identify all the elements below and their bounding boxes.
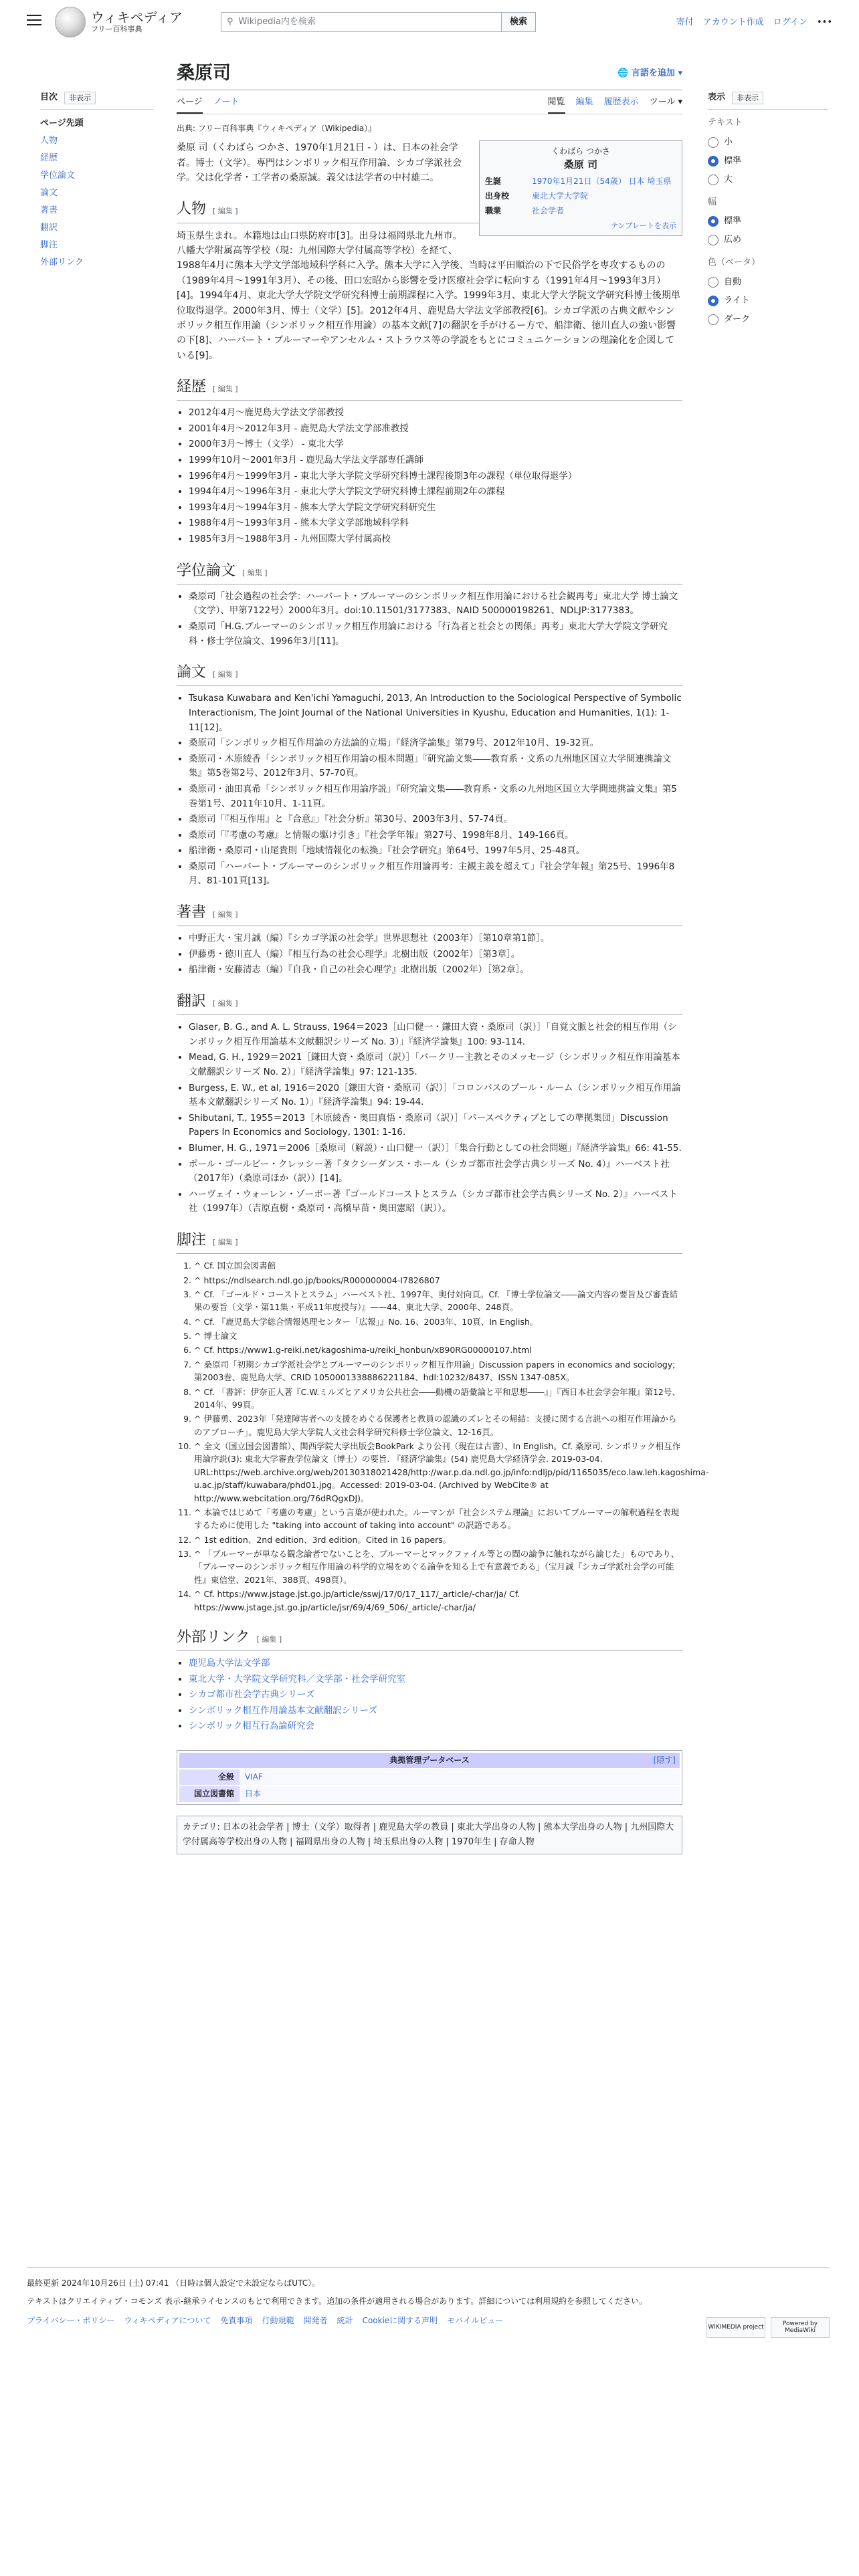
section-thesis-heading: 学位論文 [ 編集 ]	[177, 559, 682, 584]
list-item: • 1988年4月～1993年3月 - 熊本大学文学部地域科学科	[189, 516, 682, 531]
list-item: • 桑原司「シンボリック相互作用論の方法論的立場」『経済学論集』第79号、2012年10月、19-32頁。	[189, 736, 682, 751]
section-external-heading: 外部リンク [ 編集 ]	[177, 1626, 682, 1651]
mediawiki-badge[interactable]: Powered by MediaWiki	[771, 2317, 830, 2338]
tab-talk[interactable]: ノート	[213, 97, 240, 107]
tab-read[interactable]: 閲覧	[548, 96, 565, 114]
list-item: • Blumer, H. G., 1971＝2006［桑原司（解説）・山口健一（訳）］「集合行動としての社会問題」『経済学論集』66: 41-55.	[189, 1142, 682, 1156]
list-item: • 桑原司・油田真希「シンボリック相互作用論序説」『研究論文集――教育系・文系の九州地区国立大学間連携論文集』第5巻第1号、2011年10月、1-11頁。	[189, 782, 682, 811]
list-item: • 桑原司「社会過程の社会学：ハーバート・ブルーマーのシンボリック相互作用論における社会観再考」東北大学 博士論文（文学）、甲第7122号）2000年3月。doi:10.11501/3177383、NAID 500000198261、NDLJP:3177383。	[189, 590, 682, 619]
search-button[interactable]: 検索	[502, 12, 536, 32]
list-item: • 桑原司「『考慮の考慮』と情報の駆け引き」『社会学年報』第27号、1998年8月、149-166頁。	[189, 829, 682, 843]
list-item: • 桑原司「『相互作用』と『合意』」『社会分析』第30号、2003年3月、57-74頁。	[189, 813, 682, 827]
footer-link[interactable]: 行動規範	[262, 2316, 294, 2326]
list-item: • 船津衛・桑原司・山尾貴則「地域情報化の転換」『社会学研究』第64号、1997年5月、25-48頁。	[189, 844, 682, 859]
width-label: 幅	[708, 197, 717, 207]
width-standard[interactable]: 標準	[708, 212, 828, 231]
appearance-panel	[708, 91, 828, 329]
create-account-link[interactable]: アカウント作成	[702, 17, 764, 27]
toc-item-thesis[interactable]: 学位論文	[40, 170, 76, 181]
toc-item-translations[interactable]: 翻訳	[40, 222, 58, 233]
radio-icon	[708, 277, 719, 288]
tab-tools[interactable]: ツール ▾	[649, 97, 682, 107]
list-item: • 桑原司・木原綾香「シンボリック相互作用論の根本問題」『研究論文集――教育系・文系の九州地区国立大学間連携論文集』第5巻第2号、2012年3月、57-70頁。	[189, 752, 682, 781]
footer-link[interactable]: 免責事項	[220, 2316, 253, 2326]
text-size-standard[interactable]: 標準	[708, 152, 828, 171]
footer-link[interactable]: プライバシー・ポリシー	[27, 2316, 115, 2326]
list-item: • 桑原司「ハーバート・ブルーマーのシンボリック相互作用論再考：主観主義を超えて」『社会学年報』第25号、1996年8月、81-101頁[13]。	[189, 860, 682, 889]
text-size-large[interactable]: 大	[708, 171, 828, 189]
footnote: 1. ^ Cf. 国立国会図書館	[194, 1259, 682, 1272]
list-item: • 1996年4月～1999年3月 - 東北大学大学院文学研究科博士課程後期3年の課程（単位取得退学）	[189, 469, 682, 484]
search-icon: ⚲	[227, 16, 233, 27]
donate-link[interactable]: 寄付	[676, 17, 694, 27]
footer-link[interactable]: 開発者	[303, 2316, 328, 2326]
footer-link[interactable]: モバイルビュー	[447, 2316, 504, 2326]
authority-link[interactable]: 日本	[240, 1786, 680, 1802]
toc-title: 目次	[40, 92, 58, 102]
edit-section-link[interactable]: [ 編集 ]	[213, 910, 238, 920]
section-career-heading: 経歴 [ 編集 ]	[177, 375, 682, 401]
category-links[interactable]: カテゴリ: 日本の社会学者 | 博士（文学）取得者 | 鹿児島大学の教員 | 東北大学出身の人物 | 熊本大学出身の人物 | 九州国際大学付属高等学校出身の人物 | 福岡県出身の人物 | 埼玉県出身の人物 | 1970年生 | 存命人物	[177, 1816, 682, 1854]
radio-selected-icon	[708, 216, 719, 227]
footnote: 11. ^ 本論ではじめて「考慮の考慮」という言葉が使われた。ルーマンが『社会システム理論』においてブルーマーの解釈過程を表現するために使用した "taking into account of taking into account" の訳語である。	[194, 1506, 682, 1532]
lead-paragraph: 桑原 司（くわばら つかさ、1970年1月21日 - ）は、日本の社会学者。博士（文学）。専門はシンボリック相互作用論、シカゴ学派社会学。父は化学者・工学者の桑原誠。義父は法学者の中村雄二。	[177, 142, 462, 183]
list-item: • 2001年4月～2012年3月 - 鹿児島大学法文学部准教授	[189, 422, 682, 437]
list-item: • Mead, G. H., 1929＝2021［鎌田大資・桑原司（訳）］「バークリー主教とそのメッセージ（シンボリック相互作用論基本文献翻訳シリーズ No. 2）」『経済学論集』97: 121-135.	[189, 1051, 682, 1079]
infobox-row: 職業 社会学者	[485, 205, 565, 215]
footnote: 3. ^ Cf. 「ゴールド・コーストとスラム」ハーベスト社、1997年、奥付対向頁。Cf. 『博士学位論文――論文内容の要旨及び審査結果の要旨（文学・第11集・平成11年度授与）』——44、東北大学、2000年、248頁。	[194, 1288, 682, 1314]
search-form	[221, 12, 536, 32]
translations-list	[189, 1021, 682, 1216]
external-link[interactable]: • シンボリック相互行為論研究会	[189, 1719, 682, 1734]
globe-icon	[55, 7, 86, 37]
page-title-bar	[177, 60, 682, 90]
edit-section-link[interactable]: [ 編集 ]	[213, 207, 238, 216]
list-item: • Shibutani, T., 1955＝2013［木原綾香・奥田真悟・桑原司（訳）］「パースペクティブとしての準拠集団」Discussion Papers In Economics and Sociology, 1301: 1-16.	[189, 1111, 682, 1140]
list-item: • 中野正大・宝月誠（編）『シカゴ学派の社会学』世界思想社（2003年）［第10章第1節］。	[189, 932, 682, 946]
list-item: • 船津衛・安藤清志（編）『自我・自己の社会心理学』北樹出版（2002年）［第2章］。	[189, 963, 682, 978]
table-of-contents	[40, 91, 154, 272]
list-item: • 1994年4月～1996年3月 - 東北大学大学院文学研究科博士課程前期2年の課程	[189, 485, 682, 500]
list-item: • 1999年10月～2001年3月 - 鹿児島大学法文学部専任講師	[189, 453, 682, 468]
edit-section-link[interactable]: [ 編集 ]	[256, 1634, 282, 1644]
footnote: 4. ^ Cf. 『鹿児島大学総合情報処理センター「広報」』No. 16、2003年、10頁、In English。	[194, 1315, 682, 1328]
radio-icon	[708, 314, 719, 325]
main-menu-icon[interactable]	[27, 15, 41, 27]
edit-section-link[interactable]: [ 編集 ]	[242, 568, 268, 577]
footnote: 8. ^ Cf. 「書評：伊奈正人著『C.W.ミルズとアメリカ公共社会――動機の語彙論と平和思想――』」『西日本社会学会年報』第12号、2014年、99頁。	[194, 1386, 682, 1412]
tab-history[interactable]: 履歴表示	[603, 97, 639, 107]
source-note: 出典: フリー百科事典『ウィキペディア（Wikipedia）』	[177, 124, 377, 133]
edit-section-link[interactable]: [ 編集 ]	[213, 670, 238, 679]
template-link[interactable]: テンプレートを表示	[610, 221, 676, 230]
notes-list	[194, 1259, 709, 1614]
article-content	[177, 60, 709, 1854]
list-item: • 1985年3月～1988年3月 - 九州国際大学付属高校	[189, 532, 682, 547]
external-link[interactable]: • シカゴ都市社会学古典シリーズ	[189, 1688, 682, 1703]
list-item: • 伊藤勇・徳川直人（編）『相互行為の社会心理学』北樹出版（2002年）［第3章］。	[189, 948, 682, 962]
infobox	[479, 140, 682, 236]
list-item: • 桑原司「H.G.ブルーマーのシンボリック相互作用論における「行為者と社会との関係」再考」東北大学大学院文学研究科・修士学位論文、1996年3月[11]。	[189, 620, 682, 649]
toc-item-person[interactable]: 人物	[40, 135, 58, 146]
toc-item-career[interactable]: 経歴	[40, 152, 58, 163]
infobox-row: 出身校 東北大学大学院	[485, 191, 589, 201]
authority-link[interactable]: VIAF	[240, 1769, 680, 1785]
footnote: 14. ^ Cf. https://www.jstage.jst.go.jp/article/sswj/17/0/17_117/_article/-char/ja/ Cf. https://www.jstage.jst.go.jp/article/jsr/69/4/69_506/_article/-char/ja/	[194, 1588, 682, 1614]
external-link[interactable]: • 鹿児島大学法文学部	[189, 1656, 682, 1671]
wikipedia-logo[interactable]	[55, 7, 183, 37]
color-auto[interactable]: 自動	[708, 273, 828, 292]
radio-icon	[708, 175, 719, 185]
authority-hide-button[interactable]: [隠す]	[653, 1755, 676, 1765]
toc-hide-button[interactable]: 非表示	[64, 92, 96, 105]
text-size-label: テキスト	[708, 117, 743, 128]
edit-section-link[interactable]: [ 編集 ]	[213, 385, 238, 394]
section-papers-heading: 論文 [ 編集 ]	[177, 661, 682, 686]
last-modified: 最終更新 2024年10月26日 (土) 07:41 （日時は個人設定で未設定ならばUTC）。	[27, 2278, 320, 2288]
login-link[interactable]: ログイン	[773, 17, 807, 27]
section-books-heading: 著書 [ 編集 ]	[177, 901, 682, 926]
list-item: • 1993年4月～1994年3月 - 熊本大学大学院文学研究科研究生	[189, 501, 682, 516]
footnote: 6. ^ Cf. https://www1.g-reiki.net/kagoshima-u/reiki_honbun/x890RG00000107.html	[194, 1344, 682, 1356]
color-label: 色（ベータ）	[708, 257, 761, 268]
tab-page[interactable]: ページ	[177, 96, 203, 114]
license-text: テキストはクリエイティブ・コモンズ 表示-継承ライセンスのもとで利用できます。追加の条件が適用される場合があります。詳細については利用規約を参照してください。	[27, 2296, 648, 2306]
footnote: 9. ^ 伊藤勇、2023年「発達障害者への支援をめぐる保護者と教員の認識のズレとその帰結：支援に関する言説への相互作用論からのアプローチ」。鹿児島大学大学院人文社会科学研究科修士学位論文、12-16頁。	[194, 1412, 682, 1438]
tab-edit[interactable]: 編集	[575, 97, 593, 107]
toc-item-external[interactable]: 外部リンク	[40, 257, 84, 267]
footnote: 7. ^ 桑原司「初期シカゴ学派社会学とブルーマーのシンボリック相互作用論」Discussion papers in economics and sociology; 第2003巻、鹿児島大学、CRID 1050001338886221184、hdl:10232/8437、ISSN 1347-085X。	[194, 1358, 682, 1384]
footnote: 10. ^ 全文（国立国会図書館）、関西学院大学出版会BookPark より公刊（現在は古書）、In English。Cf. 桑原司. シンボリック相互作用論序説(3): 東北大学審査学位論文（博士）の要旨. 『経済学論集』(54) 鹿児島大学経済学会. 2019-03-04. URL:https://web.archive.org/web/20130318021428/http://war.p.da.ndl.go.jp/info:ndljp/pid/1165035/eco.law.leh.kagoshima-u.ac.jp/staff/kuwabara/phd01.jpg。Accessed: 2019-03-04. (Archived by WebCite® at http://www.webcitation.org/76dRQgxDJ)。	[194, 1440, 682, 1505]
infobox-name: 桑原 司	[563, 158, 598, 171]
edit-section-link[interactable]: [ 編集 ]	[213, 999, 238, 1008]
external-links-list	[189, 1656, 682, 1734]
person-paragraph: 埼玉県生まれ。本籍地は山口県防府市[3]。出身は福岡県北九州市。八幡大学附属高等学校（現：九州国際大学付属高等学校）を経て、1988年4月に熊本大学文学部地域科学科に入学。熊本大学に入学後、当時は平田順治の下で民俗学を専攻するものの（1989年4月～1991年3月）、その後、田口宏昭から影響を受け医療社会学に転向する（1991年4月～1993年3月）[4]。1994年4月、東北大学大学院文学研究科博士前期課程に入学。1999年3月、東北大学大学院文学研究科博士後期単位取得退学。2000年3月、博士（文学）[5]。2012年4月、鹿児島大学法文学部教授[6]。シカゴ学派の古典文献やシンボリック相互作用論（シンボリック相互作用論）の基本文献[7]の翻訳を手がけるー方で、船津衛、徳川直人の強い影響の下[8]、ハーバート・ブルーマーやアンセルム・ストラウス等の学説をもとにコミュニケーションの理論化を企図している[9]。	[177, 230, 680, 361]
page-tabs	[177, 96, 682, 114]
section-translations-heading: 翻訳 [ 編集 ]	[177, 990, 682, 1015]
authority-control-box: 典拠管理データベース [隠す] 全般 VIAF 国立図書館 日本	[177, 1750, 682, 1805]
list-item: • ハーヴェイ・ウォーレン・ゾーボー著『ゴールドコーストとスラム（シカゴ都市社会学古典シリーズ No. 2）』ハーベスト社（1997年）（吉原直樹・桑原司・高橋早苗・奥田憲昭（訳））。	[189, 1188, 682, 1216]
list-item: • ポール・ゴールビー・クレッシー著『タクシーダンス・ホール（シカゴ都市社会学古典シリーズ No. 4）』ハーベスト社（2017年）（桑原司ほか（訳））[14]。	[189, 1158, 682, 1186]
appearance-hide-button[interactable]: 非表示	[732, 92, 763, 105]
text-size-small[interactable]: 小	[708, 133, 828, 152]
add-language-button[interactable]: 🌐 言語を追加 ▾	[617, 68, 682, 78]
list-item: • 2012年4月～鹿児島大学法文学部教授	[189, 406, 682, 421]
footnote: 13. ^ 「ブルーマーが単なる観念論者でないことを、ブルーマーとマックファイル等との間の論争に触れながら論じた」ものであり、「ブルーマーのシンボリック相互作用論の科学的立場をめぐる論争を知る上で有意義である」（宝月誠『シカゴ学派社会学の可能性』東信堂、2021年、388頁、498頁）。	[194, 1547, 682, 1586]
thesis-list	[189, 590, 682, 649]
toc-item-notes[interactable]: 脚注	[40, 239, 58, 250]
site-header	[0, 0, 859, 44]
papers-list	[189, 691, 682, 889]
edit-section-link[interactable]: [ 編集 ]	[213, 1237, 238, 1247]
color-dark[interactable]: ダーク	[708, 310, 828, 329]
infobox-reading: くわばら つかさ	[551, 146, 610, 156]
logo-subtitle: フリー百科事典	[91, 25, 142, 33]
page-title: 桑原司	[177, 63, 231, 84]
toc-item-papers[interactable]: 論文	[40, 187, 58, 198]
list-item: • Burgess, E. W., et al, 1916＝2020［鎌田大資・桑原司（訳）］「コロンバスのプール・ルーム（シンボリック相互作用論基本文献翻訳シリーズ No. 1）」『経済学論集』94: 19-44.	[189, 1081, 682, 1110]
footnote: 2. ^ https://ndlsearch.ndl.go.jp/books/R000000004-I7826807	[194, 1274, 682, 1287]
authority-title: 典拠管理データベース	[389, 1755, 470, 1765]
page-footer	[27, 2267, 830, 2334]
footer-link[interactable]: Cookieに関する声明	[362, 2316, 438, 2326]
footnote: 12. ^ 1st edition、2nd edition、3rd edition。Cited in 16 papers。	[194, 1533, 682, 1546]
toc-item-books[interactable]: 著書	[40, 205, 58, 215]
radio-selected-icon	[708, 156, 719, 167]
career-list	[189, 406, 682, 546]
list-item: • 2000年3月～博士（文学） - 東北大学	[189, 437, 682, 452]
search-placeholder: Wikipedia内を検索	[238, 16, 316, 27]
user-links	[676, 16, 832, 30]
width-wide[interactable]: 広め	[708, 231, 828, 249]
infobox-row: 生誕 1970年1月21日（54歳） 日本 埼玉県	[485, 176, 672, 186]
external-link[interactable]: • シンボリック相互作用論基本文献翻訳シリーズ	[189, 1704, 682, 1719]
radio-selected-icon	[708, 296, 719, 306]
books-list	[189, 932, 682, 978]
footer-link[interactable]: ウィキペディアについて	[124, 2316, 211, 2326]
list-item: • Glaser, B. G., and A. L. Strauss, 1964＝2023［山口健一・鎌田大資・桑原司（訳）］「自覚文脈と社会的相互作用（シンボリック相互作用論基本文献翻訳シリーズ No. 3）」『経済学論集』100: 93-114.	[189, 1021, 682, 1049]
section-person-heading: 人物 [ 編集 ]	[177, 197, 682, 223]
more-options-icon[interactable]: •••	[816, 17, 832, 27]
radio-icon	[708, 137, 719, 148]
color-light[interactable]: ライト	[708, 292, 828, 310]
external-link[interactable]: • 東北大学・大学院文学研究科／文学部・社会学研究室	[189, 1673, 682, 1687]
appearance-title: 表示	[708, 92, 726, 102]
footnote: 5. ^ 博士論文	[194, 1329, 682, 1342]
footer-link[interactable]: 統計	[337, 2316, 353, 2326]
list-item: • Tsukasa Kuwabara and Ken'ichi Yamaguchi, 2013, An Introduction to the Sociological Perspective of Symbolic Interactionism, The Joint Journal of the National Universities in Kyushu, Education and Humanities, 1(1): 1-11[12]。	[189, 691, 682, 735]
wikimedia-badge[interactable]: WIKIMEDIA project	[706, 2317, 765, 2338]
section-notes-heading: 脚注 [ 編集 ]	[177, 1228, 682, 1254]
search-input[interactable]	[221, 12, 502, 32]
logo-title: ウィキペディア	[91, 9, 183, 25]
toc-item-top[interactable]: ページ先頭	[40, 118, 84, 128]
radio-icon	[708, 235, 719, 245]
